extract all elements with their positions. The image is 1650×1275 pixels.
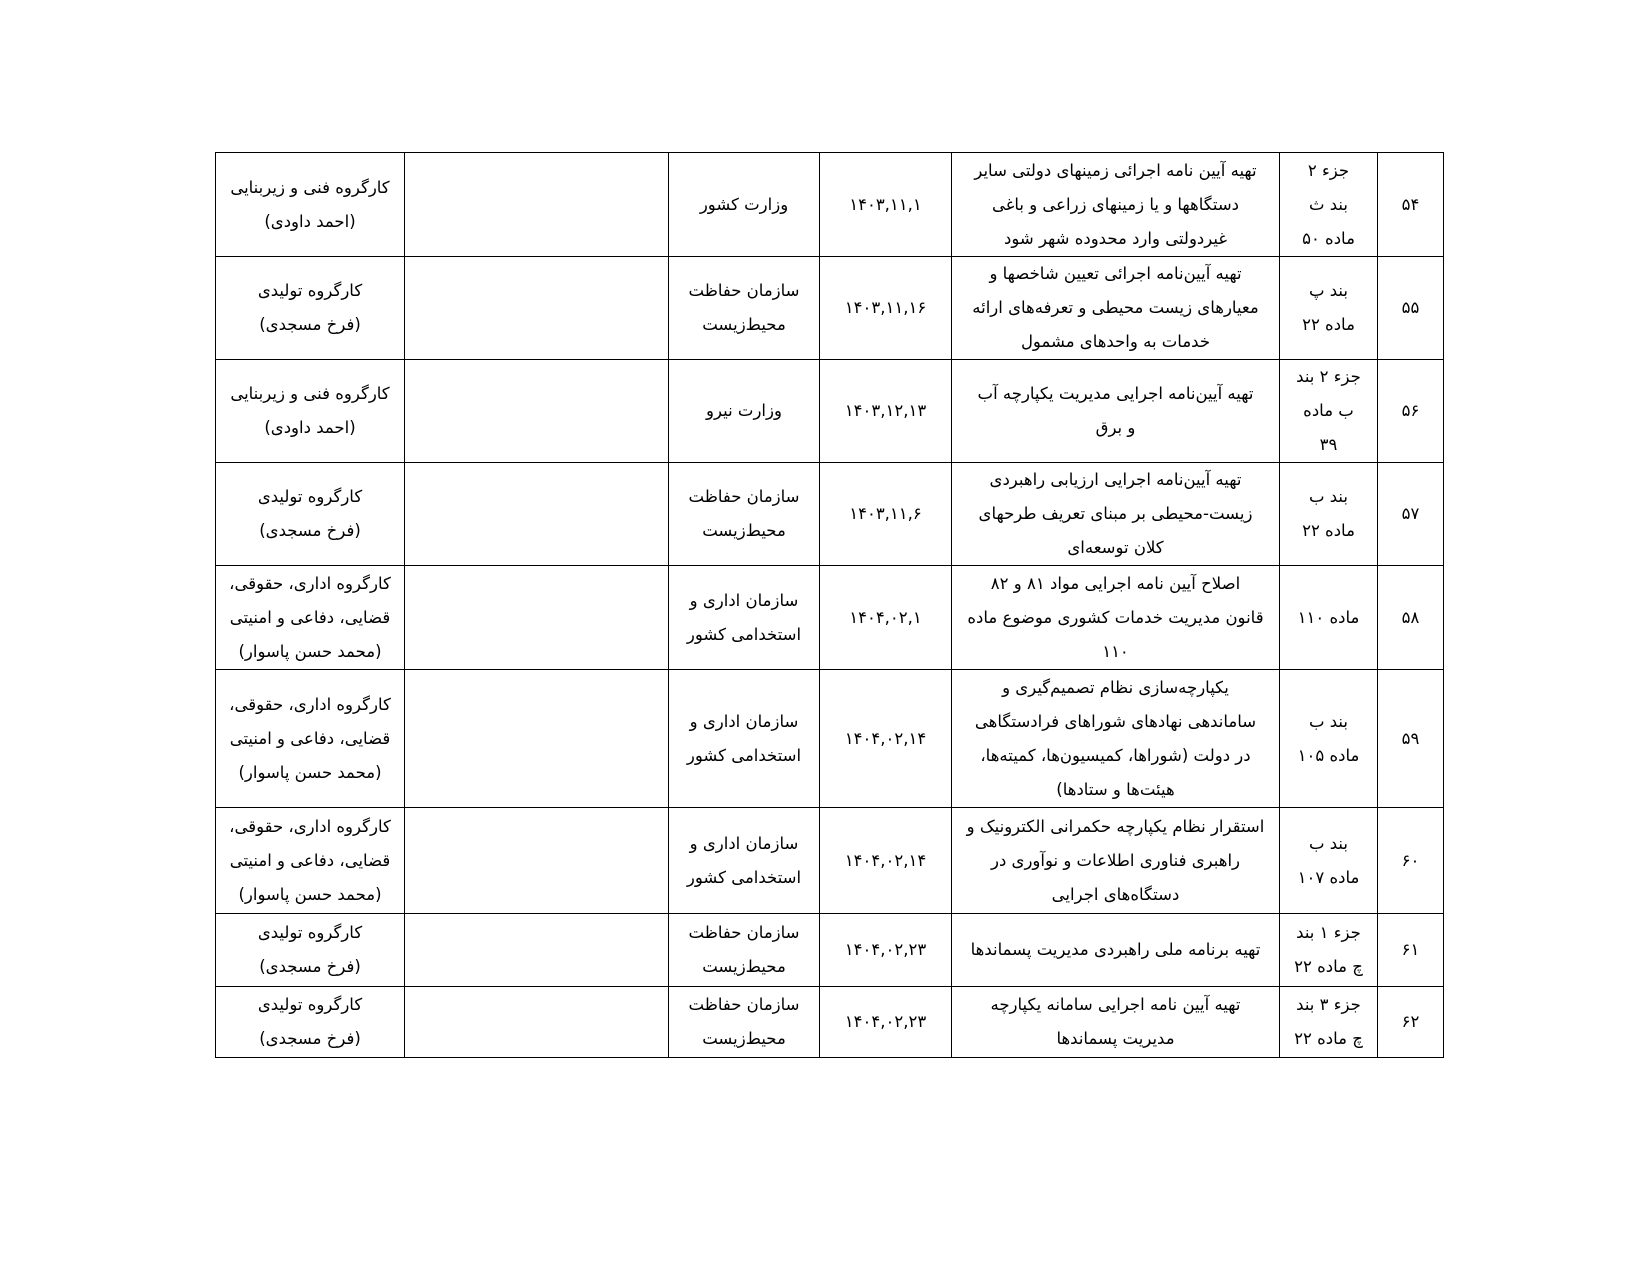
regulation-title: استقرار نظام یکپارچه حکمرانی الکترونیک و راهبری فناوری اطلاعات و نوآوری در دستگاه‌های اجرایی [952, 808, 1280, 914]
workgroup-cell: کارگروه تولیدی (فرخ مسجدی) [216, 257, 405, 360]
table-row [216, 914, 1444, 987]
row-number: ۵۶ [1378, 360, 1444, 463]
notes-cell [405, 463, 669, 566]
responsible-agency: وزارت کشور [669, 153, 820, 257]
notes-cell [405, 257, 669, 360]
notes-cell [405, 360, 669, 463]
legal-reference: ماده ۱۱۰ [1280, 566, 1378, 670]
table-row [216, 153, 1444, 257]
table-row [216, 808, 1444, 914]
regulation-title: یکپارچه‌سازی نظام تصمیم‌گیری و ساماندهی نهادهای شوراهای فرادستگاهی در دولت (شوراها، کمیسیون‌ها، کمیته‌ها، هیئت‌ها و ستادها) [952, 670, 1280, 808]
workgroup-cell: کارگروه اداری، حقوقی، قضایی، دفاعی و امنیتی (محمد حسن پاسوار) [216, 808, 405, 914]
date-cell: ۱۴۰۴,۰۲,۲۳ [820, 914, 952, 987]
workgroup-cell: کارگروه اداری، حقوقی، قضایی، دفاعی و امنیتی (محمد حسن پاسوار) [216, 670, 405, 808]
row-number: ۶۱ [1378, 914, 1444, 987]
table-row [216, 463, 1444, 566]
regulations-table [215, 152, 1444, 1058]
regulation-title: تهیه آیین‌نامه اجرایی ارزیابی راهبردی زیست-محیطی بر مبنای تعریف طرحهای کلان توسعه‌ای [952, 463, 1280, 566]
date-cell: ۱۴۰۴,۰۲,۱۴ [820, 808, 952, 914]
date-cell: ۱۴۰۴,۰۲,۱ [820, 566, 952, 670]
responsible-agency: سازمان اداری و استخدامی کشور [669, 808, 820, 914]
responsible-agency: سازمان اداری و استخدامی کشور [669, 670, 820, 808]
regulation-title: تهیه آیین نامه اجرائی زمینهای دولتی سایر دستگاهها و یا زمینهای زراعی و باغی غیردولتی وارد محدوده شهر شود [952, 153, 1280, 257]
legal-reference: جزء ۱ بند چ ماده ۲۲ [1280, 914, 1378, 987]
table-row [216, 566, 1444, 670]
responsible-agency: سازمان حفاظت محیط‌زیست [669, 987, 820, 1058]
legal-reference: جزء ۲ بند ب ماده ۳۹ [1280, 360, 1378, 463]
row-number: ۵۷ [1378, 463, 1444, 566]
workgroup-cell: کارگروه فنی و زیربنایی (احمد داودی) [216, 153, 405, 257]
responsible-agency: سازمان حفاظت محیط‌زیست [669, 914, 820, 987]
regulation-title: تهیه آیین‌نامه اجرائی تعیین شاخصها و معیارهای زیست محیطی و تعرفه‌های ارائه خدمات به واحدهای مشمول [952, 257, 1280, 360]
notes-cell [405, 914, 669, 987]
date-cell: ۱۴۰۴,۰۲,۲۳ [820, 987, 952, 1058]
table-row [216, 360, 1444, 463]
notes-cell [405, 808, 669, 914]
legal-reference: بند ب ماده ۲۲ [1280, 463, 1378, 566]
row-number: ۵۹ [1378, 670, 1444, 808]
regulation-title: اصلاح آیین نامه اجرایی مواد ۸۱ و ۸۲ قانون مدیریت خدمات کشوری موضوع ماده ۱۱۰ [952, 566, 1280, 670]
legal-reference: بند پ ماده ۲۲ [1280, 257, 1378, 360]
legal-reference: جزء ۲ بند ث ماده ۵۰ [1280, 153, 1378, 257]
notes-cell [405, 566, 669, 670]
table-row [216, 257, 1444, 360]
workgroup-cell: کارگروه تولیدی (فرخ مسجدی) [216, 914, 405, 987]
workgroup-cell: کارگروه تولیدی (فرخ مسجدی) [216, 463, 405, 566]
regulation-title: تهیه برنامه ملی راهبردی مدیریت پسماندها [952, 914, 1280, 987]
workgroup-cell: کارگروه اداری، حقوقی، قضایی، دفاعی و امنیتی (محمد حسن پاسوار) [216, 566, 405, 670]
responsible-agency: سازمان حفاظت محیط‌زیست [669, 257, 820, 360]
row-number: ۵۴ [1378, 153, 1444, 257]
table-row [216, 670, 1444, 808]
date-cell: ۱۴۰۳,۱۱,۱۶ [820, 257, 952, 360]
date-cell: ۱۴۰۴,۰۲,۱۴ [820, 670, 952, 808]
row-number: ۵۵ [1378, 257, 1444, 360]
row-number: ۶۰ [1378, 808, 1444, 914]
row-number: ۶۲ [1378, 987, 1444, 1058]
notes-cell [405, 153, 669, 257]
workgroup-cell: کارگروه فنی و زیربنایی (احمد داودی) [216, 360, 405, 463]
responsible-agency: سازمان حفاظت محیط‌زیست [669, 463, 820, 566]
row-number: ۵۸ [1378, 566, 1444, 670]
date-cell: ۱۴۰۳,۱۱,۶ [820, 463, 952, 566]
legal-reference: بند ب ماده ۱۰۷ [1280, 808, 1378, 914]
date-cell: ۱۴۰۳,۱۲,۱۳ [820, 360, 952, 463]
legal-reference: جزء ۳ بند چ ماده ۲۲ [1280, 987, 1378, 1058]
notes-cell [405, 987, 669, 1058]
regulation-title: تهیه آیین‌نامه اجرایی مدیریت یکپارچه آب و برق [952, 360, 1280, 463]
table-row [216, 987, 1444, 1058]
responsible-agency: وزارت نیرو [669, 360, 820, 463]
workgroup-cell: کارگروه تولیدی (فرخ مسجدی) [216, 987, 405, 1058]
date-cell: ۱۴۰۳,۱۱,۱ [820, 153, 952, 257]
responsible-agency: سازمان اداری و استخدامی کشور [669, 566, 820, 670]
legal-reference: بند ب ماده ۱۰۵ [1280, 670, 1378, 808]
regulation-title: تهیه آیین نامه اجرایی سامانه یکپارچه مدیریت پسماندها [952, 987, 1280, 1058]
notes-cell [405, 670, 669, 808]
